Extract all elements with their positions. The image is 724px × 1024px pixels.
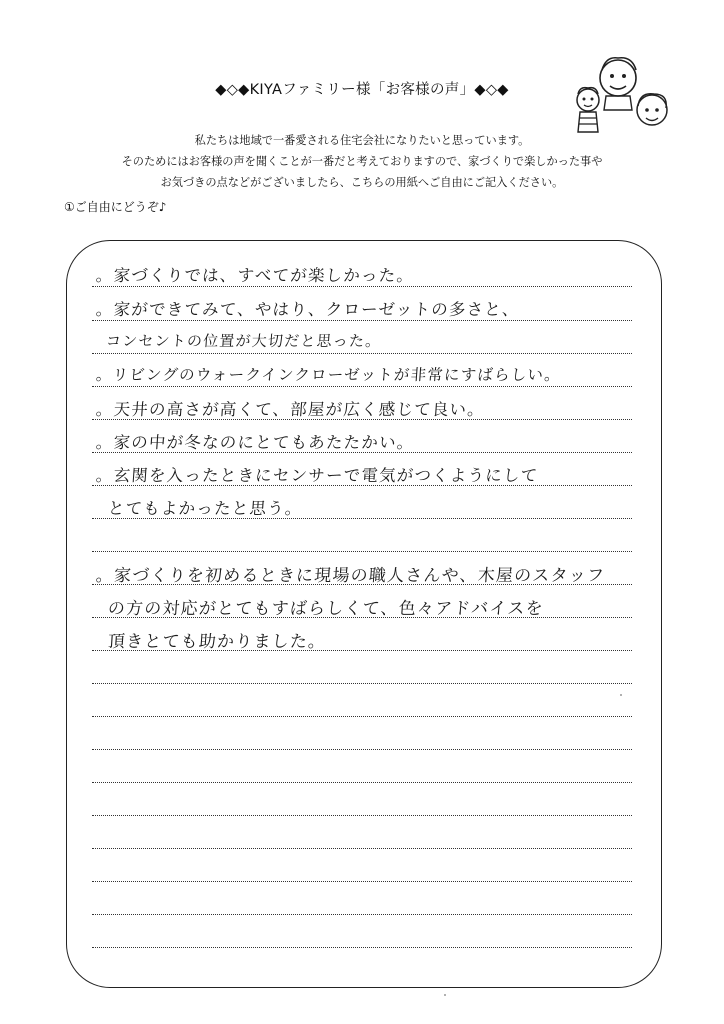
handwritten-line: 。リビングのウォークインクローゼットが非常にすばらしい。 xyxy=(95,366,562,384)
ruled-line xyxy=(92,914,632,915)
stray-mark xyxy=(620,694,622,696)
intro-text xyxy=(0,130,724,193)
ruled-line xyxy=(92,320,632,321)
stray-mark xyxy=(444,994,446,996)
ruled-line xyxy=(92,782,632,783)
handwritten-line: とてもよかったと思う。 xyxy=(107,499,304,518)
ruled-line xyxy=(92,353,632,354)
ruled-line xyxy=(92,683,632,684)
ruled-line xyxy=(92,749,632,750)
handwritten-line: コンセントの位置が大切だと思った。 xyxy=(105,332,383,350)
ruled-line xyxy=(92,551,632,552)
ruled-line xyxy=(92,286,632,287)
ruled-line xyxy=(92,386,632,387)
ruled-line xyxy=(92,947,632,948)
handwritten-line: 。玄関を入ったときにセンサーで電気がつくようにして xyxy=(95,466,540,485)
handwritten-line: 。天井の高さが高くて、部屋が広く感じて良い。 xyxy=(95,400,486,419)
handwritten-line: 。家づくりを初めるときに現場の職人さんや、木屋のスタッフ xyxy=(95,566,606,586)
intro-line: 私たちは地域で一番愛される住宅会社になりたいと思っています。 xyxy=(194,134,530,147)
page-title: ◆◇◆KIYAファミリー様「お客様の声」◆◇◆ xyxy=(215,82,509,98)
handwritten-line: の方の対応がとてもすばらしくて、色々アドバイスを xyxy=(107,599,545,619)
intro-line: お気づきの点などがございましたら、こちらの用紙へご自由にご記入ください。 xyxy=(160,176,564,189)
ruled-line xyxy=(92,716,632,717)
handwritten-line: 頂きとても助かりました。 xyxy=(107,632,327,652)
ruled-line xyxy=(92,881,632,882)
handwritten-line: 。家ができてみて、やはり、クローゼットの多さと、 xyxy=(95,300,521,319)
family-illustration xyxy=(566,48,676,138)
free-comment-prompt: ①ご自由にどうぞ♪ xyxy=(64,200,167,214)
handwritten-line: 。家づくりでは、すべてが楽しかった。 xyxy=(95,266,415,285)
intro-line: そのためにはお客様の声を聞くことが一番だと考えておりますので、家づくりで楽しかった事や xyxy=(121,155,603,168)
ruled-line xyxy=(92,815,632,816)
handwritten-line: 。家の中が冬なのにとてもあたたかい。 xyxy=(95,433,416,452)
ruled-line xyxy=(92,848,632,849)
